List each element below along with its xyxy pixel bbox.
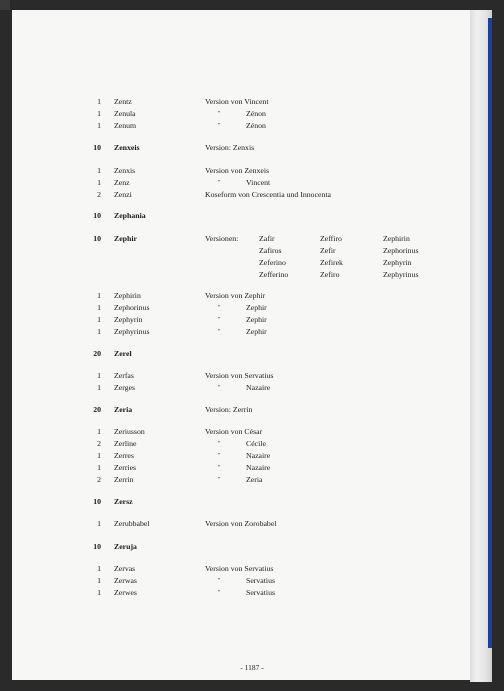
frequency-number: 10 — [93, 211, 101, 220]
frequency-number: 1 — [97, 97, 101, 106]
entry-name: Zerline — [114, 439, 137, 448]
frequency-number: 1 — [97, 588, 101, 597]
frequency-number: 1 — [97, 327, 101, 336]
ditto-mark: " — [218, 305, 221, 311]
entry-reference: Zénon — [246, 109, 266, 118]
entry-name: Zephyrinus — [114, 327, 150, 336]
ditto-mark: " — [218, 385, 221, 391]
frequency-number: 2 — [97, 439, 101, 448]
entry-reference: Nazaire — [246, 451, 271, 460]
entry-description: Version von Servatius — [205, 371, 274, 380]
entry-name: Zerubbabel — [114, 519, 150, 528]
frequency-number: 2 — [97, 475, 101, 484]
frequency-number: 1 — [97, 576, 101, 585]
entry-name: Zersz — [114, 497, 133, 506]
entry-name: Zerries — [114, 463, 137, 472]
entry-name: Zenxeis — [114, 143, 140, 152]
frequency-number: 1 — [97, 166, 101, 175]
entry-reference: Zephir — [246, 303, 267, 312]
entry-name: Zeriusson — [114, 427, 145, 436]
corner-mark — [0, 0, 10, 10]
frequency-number: 1 — [97, 463, 101, 472]
ditto-mark: " — [218, 329, 221, 335]
entry-description: Versionen: — [205, 234, 239, 243]
entry-reference: Vincent — [246, 178, 271, 187]
ditto-mark: " — [218, 317, 221, 323]
frequency-number: 1 — [97, 371, 101, 380]
ditto-mark: " — [218, 590, 221, 596]
ditto-mark: " — [218, 477, 221, 483]
entry-name: Zephirin — [114, 291, 141, 300]
entry-name: Zervas — [114, 564, 136, 573]
entry-name: Zerges — [114, 383, 136, 392]
frequency-number: 1 — [97, 564, 101, 573]
entry-name: Zenum — [114, 121, 137, 130]
entry-description: Version von César — [205, 427, 263, 436]
entry-description: Version von Zephir — [205, 291, 266, 300]
entry-name: Zenxis — [114, 166, 136, 175]
entry-reference: Servatius — [246, 576, 276, 585]
entry-name: Zerrin — [114, 475, 134, 484]
frequency-number: 1 — [97, 315, 101, 324]
entry-reference: Zeria — [246, 475, 263, 484]
ditto-mark: " — [218, 441, 221, 447]
frequency-number: 1 — [97, 291, 101, 300]
entry-name: Zerres — [114, 451, 134, 460]
ditto-mark: " — [218, 180, 221, 186]
version-name: Zeffiro — [320, 234, 342, 243]
ditto-mark: " — [218, 578, 221, 584]
frequency-number: 1 — [97, 178, 101, 187]
entry-description: Version von Vincent — [205, 97, 269, 106]
frequency-number: 1 — [97, 519, 101, 528]
frequency-number: 10 — [93, 497, 101, 506]
frequency-number: 20 — [93, 349, 101, 358]
frequency-number: 1 — [97, 121, 101, 130]
frequency-number: 1 — [97, 427, 101, 436]
entry-name: Zephyrin — [114, 315, 143, 324]
entry-name: Zerel — [114, 349, 132, 358]
version-name: Zephyrinus — [383, 270, 419, 279]
entry-name: Zenz — [114, 178, 130, 187]
version-name: Zephyrin — [383, 258, 412, 267]
entry-name: Zenula — [114, 109, 136, 118]
entry-reference: Servatius — [246, 588, 276, 597]
entry-name: Zerwes — [114, 588, 137, 597]
entry-name: Zephir — [114, 234, 137, 243]
frequency-number: 1 — [97, 383, 101, 392]
entry-reference: Nazaire — [246, 383, 271, 392]
entry-name: Zentz — [114, 97, 132, 106]
ditto-mark: " — [218, 111, 221, 117]
entry-name: Zephorinus — [114, 303, 150, 312]
version-name: Zefirek — [320, 258, 343, 267]
page-number: - 1187 - — [240, 663, 264, 672]
entry-reference: Zephir — [246, 327, 267, 336]
ditto-mark: " — [218, 453, 221, 459]
version-name: Zephirin — [383, 234, 410, 243]
entry-name: Zerfas — [114, 371, 134, 380]
frequency-number: 2 — [97, 190, 101, 199]
entry-description: Version von Zorobabel — [205, 519, 277, 528]
version-name: Zefferino — [259, 270, 289, 279]
entry-description: Koseform von Crescentia und Innocenta — [205, 190, 332, 199]
entry-description: Version: Zenxis — [205, 143, 255, 152]
entry-name: Zephania — [114, 211, 146, 220]
frequency-number: 20 — [93, 405, 101, 414]
entry-reference: Cécile — [246, 439, 266, 448]
version-name: Zephorinus — [383, 246, 419, 255]
frequency-number: 10 — [93, 542, 101, 551]
entry-name: Zeruja — [114, 542, 137, 551]
bookmark-ribbon — [488, 18, 492, 648]
entry-name: Zeria — [114, 405, 133, 414]
frequency-number: 1 — [97, 303, 101, 312]
ditto-mark: " — [218, 465, 221, 471]
entry-reference: Zénon — [246, 121, 266, 130]
version-name: Zafiros — [259, 246, 282, 255]
version-name: Zefir — [320, 246, 336, 255]
entry-description: Version: Zerrin — [205, 405, 253, 414]
entry-name: Zerwas — [114, 576, 137, 585]
entry-name: Zenzi — [114, 190, 132, 199]
ditto-mark: " — [218, 123, 221, 129]
entry-reference: Zephir — [246, 315, 267, 324]
frequency-number: 1 — [97, 451, 101, 460]
version-name: Zafir — [259, 234, 275, 243]
entry-description: Version von Zenxeis — [205, 166, 270, 175]
frequency-number: 10 — [93, 143, 101, 152]
version-name: Zefiro — [320, 270, 340, 279]
version-name: Zeferino — [259, 258, 286, 267]
frequency-number: 1 — [97, 109, 101, 118]
entry-reference: Nazaire — [246, 463, 271, 472]
frequency-number: 10 — [93, 234, 101, 243]
entry-description: Version von Servatius — [205, 564, 274, 573]
